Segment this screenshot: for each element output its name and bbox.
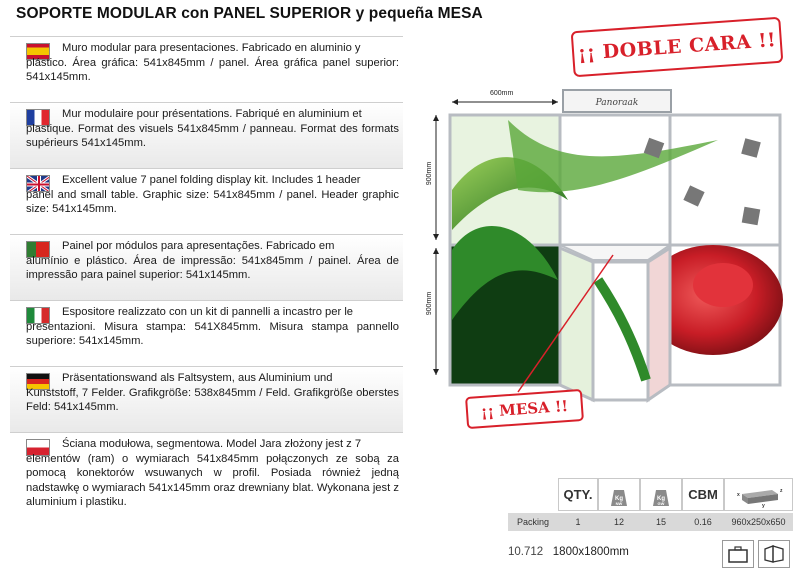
folding-panel-icon xyxy=(758,540,790,568)
packing-row xyxy=(508,513,793,531)
language-text-es xyxy=(26,41,399,85)
svg-text:Kg: Kg xyxy=(615,495,623,502)
svg-text:NW: NW xyxy=(615,500,623,506)
dimension-height-upper-label: 900mm xyxy=(426,161,434,186)
box-dimension-icon xyxy=(724,478,793,511)
language-lead-line: Espositore realizzato con un kit di pannelli a incastro per le xyxy=(62,306,354,318)
briefcase-icon xyxy=(722,540,754,568)
packing-label: Packing xyxy=(516,517,550,527)
language-rest-text: plástico. Área gráfica: 541x845mm / panel. Área gráfica panel superior: 541x145mm. xyxy=(26,56,399,84)
language-rest-text: elementów (ram) o wymiarach 541x845mm połączonych ze sobą za pomocą konektorów wsuwanych w profil. Posiada również jedną nadstawkę o wymiarach 541x145mm oraz drewniany blat. Wykonana jest z aluminium i plastiku. xyxy=(26,452,399,509)
language-lead-line: Präsentationswand als Faltsystem, aus Aluminium und xyxy=(62,372,333,384)
reference-size: 1800x1800mm xyxy=(552,546,629,558)
language-lead-line: Painel por módulos para apresentações. Fabricado em xyxy=(62,240,335,252)
dimension-width-label: 600mm xyxy=(490,90,514,97)
language-lead-line: Mur modulaire pour présentations. Fabriqué en aluminium et xyxy=(62,108,362,120)
language-rest-text: alumínio e plástico. Área de impressão: 541x845mm / painel. Área de impressão para painel superior: 541x145mm. xyxy=(26,254,399,282)
reference-line xyxy=(508,546,629,558)
language-lead-line: Ściana modułowa, segmentowa. Model Jara złożony jest z 7 xyxy=(62,438,362,450)
language-block-uk xyxy=(10,168,403,234)
bottom-icons xyxy=(722,540,790,568)
language-block-es xyxy=(10,36,403,102)
packing-qty: 1 xyxy=(575,517,581,527)
language-block-fr xyxy=(10,102,403,168)
language-text-uk xyxy=(26,173,399,217)
language-block-pl xyxy=(10,432,403,544)
qty-icon: QTY. xyxy=(558,478,598,511)
doble-cara-badge: ¡¡ DOBLE CARA !! xyxy=(571,17,784,78)
language-text-pt xyxy=(26,239,399,283)
language-block-it xyxy=(10,300,403,366)
mesa-badge: ¡¡ MESA !! xyxy=(465,389,584,429)
language-rest-text: Kunststoff, 7 Felder. Grafikgröße: 538x845mm / Feld. Grafikgröße oberstes Feld: 541x145mm. xyxy=(26,386,399,414)
reference-code: 10.712 xyxy=(508,546,544,558)
packing-nw: 12 xyxy=(613,517,624,527)
language-rest-text: presentazioni. Misura stampa: 541X845mm. Misura stampa pannello superiore: 541x145mm. xyxy=(26,320,399,348)
product-illustration xyxy=(418,80,793,410)
header-brand-text: Panoraak xyxy=(595,98,639,108)
language-lead-line: Muro modular para presentaciones. Fabricado en aluminio y xyxy=(62,42,361,54)
weight-nw-icon xyxy=(598,478,640,511)
cbm-icon: CBM xyxy=(682,478,724,511)
packing-size: 960x250x650 xyxy=(731,517,786,527)
language-block-de xyxy=(10,366,403,432)
language-rest-text: plastique. Format des visuels 541x845mm / panneau. Format des formats supérieurs 541x145mm. xyxy=(26,122,399,150)
svg-text:x: x xyxy=(736,491,740,498)
language-lead-line: Excellent value 7 panel folding display kit. Includes 1 header xyxy=(62,174,361,186)
page-title: SOPORTE MODULAR con PANEL SUPERIOR y pequeña MESA xyxy=(16,5,483,22)
weight-gw-icon xyxy=(640,478,682,511)
dimension-height-lower-label: 900mm xyxy=(426,291,434,316)
language-rest-text: panel and small table. Graphic size: 541x845mm / panel. Header graphic size: 541x145mm. xyxy=(26,188,399,216)
language-panel xyxy=(0,36,408,544)
box-icon xyxy=(734,482,784,508)
svg-text:y: y xyxy=(761,502,765,508)
language-text-fr xyxy=(26,107,399,151)
language-block-pt xyxy=(10,234,403,300)
packing-cbm: 0.16 xyxy=(694,517,712,527)
language-text-pl xyxy=(26,437,399,510)
weight-icon xyxy=(606,482,632,508)
svg-text:GW: GW xyxy=(657,500,665,506)
language-text-it xyxy=(26,305,399,349)
packing-gw: 15 xyxy=(655,517,666,527)
language-text-de xyxy=(26,371,399,415)
spec-icons-row xyxy=(558,478,793,511)
svg-text:Kg: Kg xyxy=(657,495,665,502)
svg-text:z: z xyxy=(779,487,782,494)
weight-icon xyxy=(648,482,674,508)
